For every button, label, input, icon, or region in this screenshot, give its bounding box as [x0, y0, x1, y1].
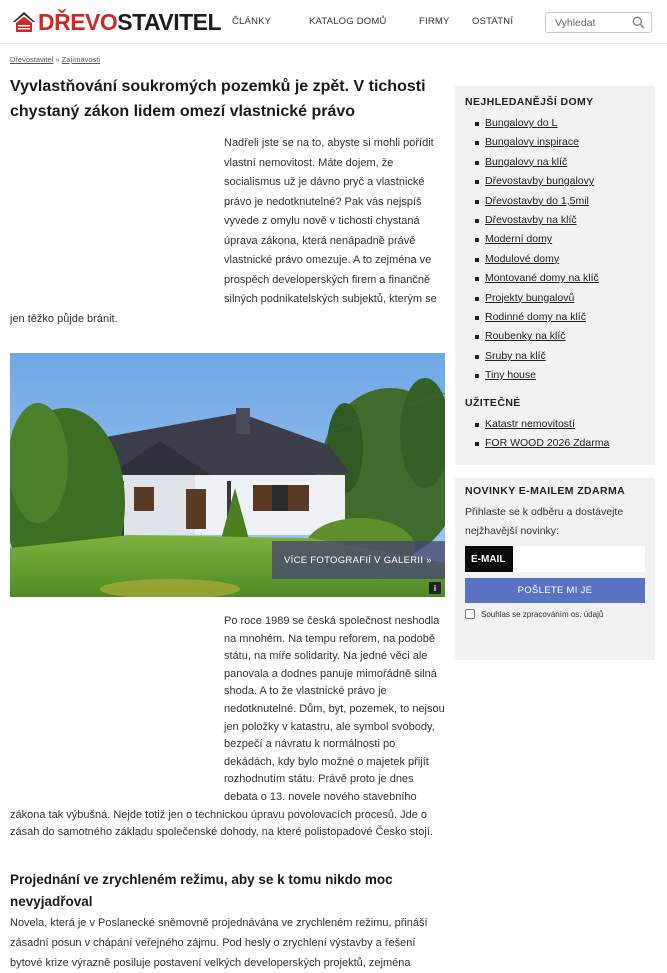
- list-item: [475, 211, 645, 230]
- article-paragraph-2: Novela, která je v Poslanecké sněmovně projednávána ve zrychleném režimu, přináší zásadní posun v chápání veřejného zájmu. Pod hesly o zrychlení výstavby a řešení bytové krize výrazně posiluje postavení velkých developerských projektů, zejména: [10, 917, 428, 969]
- article-subheading: Projednání ve zrychleném režimu, aby se k tomu nikdo moc nevyjadřoval: [10, 872, 393, 909]
- consent-checkbox[interactable]: [465, 609, 475, 619]
- gallery-button[interactable]: VÍCE FOTOGRAFIÍ V GALERII »: [272, 541, 445, 579]
- list-item: [475, 250, 645, 269]
- popular-heading: NEJHLEDANĚJŠÍ DOMY: [465, 96, 594, 108]
- breadcrumb-separator: »: [55, 55, 60, 64]
- popular-link[interactable]: Rodinné domy na klíč: [485, 311, 586, 324]
- list-item: [475, 366, 645, 385]
- body-spacer: [10, 613, 224, 799]
- popular-link[interactable]: Projekty bungalovů: [485, 291, 575, 304]
- email-label: E-MAIL: [465, 546, 513, 572]
- list-item: [475, 230, 645, 249]
- article-perex: Nadřeli jste se na to, abyste si mohli pořídit vlastní nemovitost. Máte dojem, že socialismus už je dávno pryč a vlastnické právo je nedotknutelné? Pak vás nejspíš vyvede z omylu nově v tichosti chystaná úprava zákona, která nenápadně právě vlastnické právo omezuje. A to zejména ve prospěch developerských firem a finančně silných podnikatelských subjektů, kterým se jen těžko půjde bránit.: [10, 137, 437, 325]
- newsletter-box: [455, 478, 655, 660]
- article-title: Vyvlastňování soukromých pozemků je zpět. V tichosti chystaný zákon lidem omezí vlastnické právo: [10, 78, 426, 120]
- newsletter-submit-button[interactable]: POŠLETE MI JE: [465, 578, 645, 603]
- popular-link[interactable]: Montované domy na klíč: [485, 272, 599, 285]
- popular-houses-box: [455, 86, 655, 465]
- useful-link[interactable]: FOR WOOD 2026 Zdarma: [485, 437, 610, 450]
- house-logo-icon: [12, 10, 36, 34]
- popular-link[interactable]: Dřevostavby na klíč: [485, 214, 577, 227]
- article-perex-block: [10, 134, 445, 329]
- article-body-block: [10, 613, 445, 842]
- list-item: [475, 289, 645, 308]
- article-photo[interactable]: [10, 353, 445, 597]
- list-item: [475, 434, 645, 453]
- breadcrumb-item-category[interactable]: Zajímavosti: [61, 55, 101, 64]
- nav-item-ostatni[interactable]: OSTATNÍ: [472, 16, 514, 27]
- nav-item-katalog-domu[interactable]: KATALOG DOMŮ: [309, 16, 387, 27]
- popular-link[interactable]: Dřevostavby do 1,5mil: [485, 194, 589, 207]
- popular-link[interactable]: Bungalovy inspirace: [485, 136, 579, 149]
- popular-link[interactable]: Tiny house: [485, 369, 536, 382]
- list-item: [475, 192, 645, 211]
- list-item: [475, 415, 645, 434]
- list-item: [475, 172, 645, 191]
- popular-link[interactable]: Bungalovy na klíč: [485, 155, 568, 168]
- list-item: [475, 114, 645, 133]
- useful-link[interactable]: Katastr nemovitostí: [485, 417, 575, 430]
- logo-text-part1: DŘEVO: [38, 8, 118, 35]
- sidebar: [455, 86, 655, 660]
- list-item: [475, 347, 645, 366]
- nav-item-firmy[interactable]: FIRMY: [419, 16, 450, 27]
- logo-text-part2: STAVITEL: [117, 8, 222, 35]
- list-item: [475, 133, 645, 152]
- popular-link[interactable]: Modulové domy: [485, 252, 560, 265]
- popular-link[interactable]: Roubenky na klíč: [485, 330, 566, 343]
- perex-spacer: [10, 134, 224, 309]
- popular-links-list: [465, 114, 645, 386]
- newsletter-text: Přihlaste se k odběru a dostávejte nejžhavější novinky:: [465, 506, 624, 537]
- popular-link[interactable]: Bungalovy do L: [485, 117, 558, 129]
- search-icon[interactable]: [632, 16, 645, 29]
- list-item: [475, 308, 645, 327]
- list-item: [475, 269, 645, 288]
- newsletter-heading: NOVINKY E-MAILEM ZDARMA: [465, 485, 626, 497]
- search-input[interactable]: [546, 14, 626, 33]
- consent-row: [465, 609, 645, 619]
- popular-link[interactable]: Sruby na klíč: [485, 349, 546, 362]
- useful-heading: UŽITEČNÉ: [465, 396, 521, 409]
- useful-links-list: [465, 415, 645, 454]
- article: [10, 74, 445, 325]
- list-item: [475, 153, 645, 172]
- breadcrumb-item-home[interactable]: Dřevostavitel: [10, 55, 54, 64]
- nav-item-clanky[interactable]: ČLÁNKY: [232, 16, 272, 27]
- info-icon[interactable]: i: [429, 582, 441, 594]
- logo-text: [38, 8, 222, 35]
- popular-link[interactable]: Dřevostavby bungalovy: [485, 175, 595, 188]
- popular-link[interactable]: Moderní domy: [485, 233, 553, 246]
- consent-label: Souhlas se zpracováním os. údajů: [481, 609, 604, 619]
- site-logo[interactable]: [12, 8, 221, 36]
- email-field[interactable]: [513, 546, 645, 572]
- email-row: [465, 546, 645, 572]
- list-item: [475, 327, 645, 346]
- search-box: [545, 12, 652, 33]
- article-paragraph-1: Po roce 1989 se česká společnost neshodla na mnohém. Na tempu reforem, na podobě státu, na míře solidarity. Na jedné věci ale panovala a dodnes panuje mimořádně silná shoda. A to že vlastnické právo je nedotknutelné. Dům, byt, pozemek, to nejsou jen položky v katastru, ale symbol svobody, bezpečí a návratu k normálnosti po dekádách, kdy bylo možné o majetek přijít rozhodnutím státu. Právě proto je dnes debata o 13. novele nového stavebního zákona tak výbušná. Nejde totiž jen o technickou úpravu povolovacích procesů. Jde o zásah do samotného základu společenské dohody, na které polistopadové Česko stojí.: [10, 615, 445, 839]
- breadcrumb: [10, 55, 100, 64]
- site-header: [0, 0, 667, 44]
